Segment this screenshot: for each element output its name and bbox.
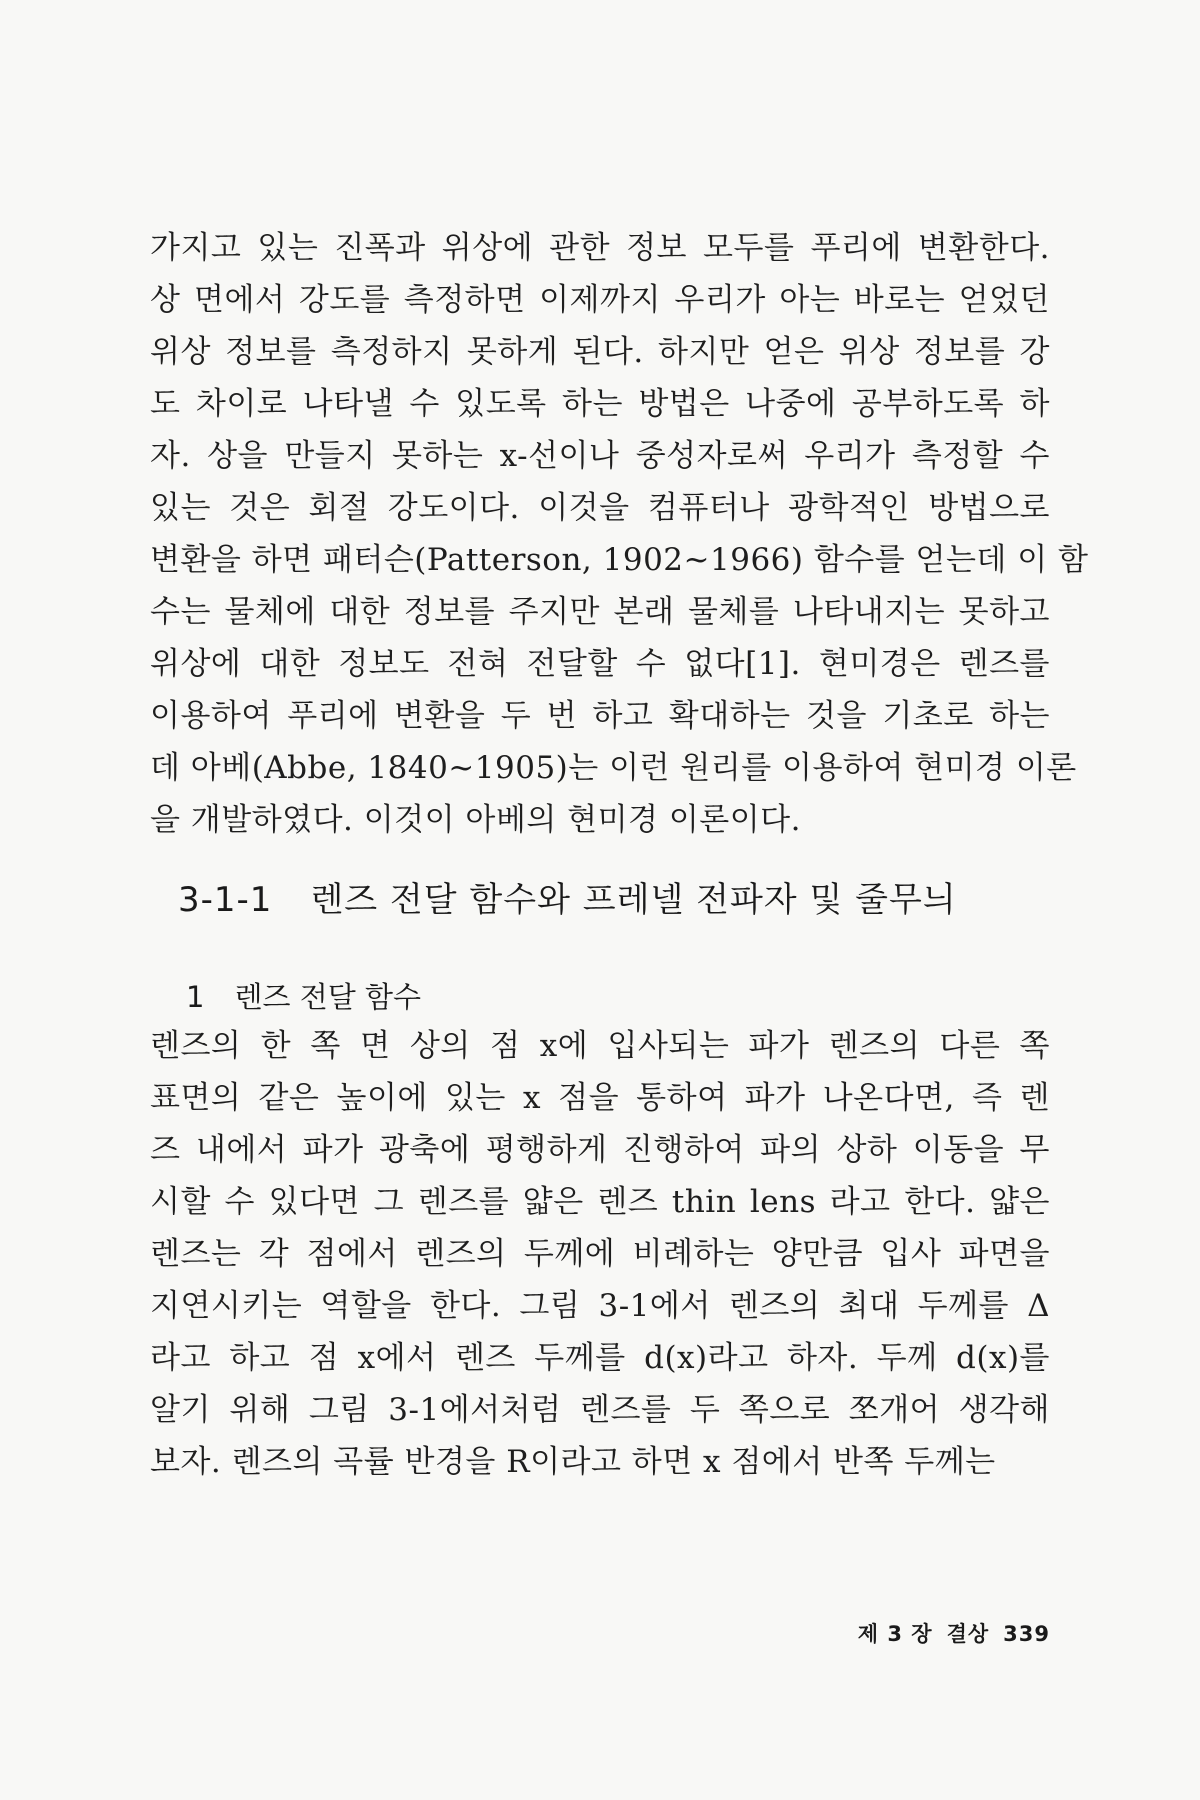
text-line: 가지고 있는 진폭과 위상에 관한 정보 모두를 푸리에 변환한다. — [150, 230, 1050, 266]
subsection-number: 1 — [186, 980, 205, 1014]
text-line: 표면의 같은 높이에 있는 x 점을 통하여 파가 나온다면, 즉 렌 — [150, 1080, 1050, 1116]
text-line: 변환을 하면 패터슨(Patterson, 1902~1966) 함수를 얻는데 이 함 — [150, 542, 1089, 578]
text-line: 이용하여 푸리에 변환을 두 번 하고 확대하는 것을 기초로 하는 — [150, 698, 1050, 734]
body-paragraph-2 — [150, 1020, 1050, 1488]
text-line: 즈 내에서 파가 광축에 평행하게 진행하여 파의 상하 이동을 무 — [150, 1132, 1050, 1168]
section-heading — [178, 872, 957, 921]
body-paragraph-1 — [150, 222, 1089, 846]
text-line: 있는 것은 회절 강도이다. 이것을 컴퓨터나 광학적인 방법으로 — [150, 490, 1050, 526]
page-number: 339 — [1003, 1622, 1050, 1646]
text-line: 상 면에서 강도를 측정하면 이제까지 우리가 아는 바로는 얻었던 — [150, 282, 1050, 318]
text-line: 위상 정보를 측정하지 못하게 된다. 하지만 얻은 위상 정보를 강 — [150, 334, 1050, 370]
text-line: 알기 위해 그림 3-1에서처럼 렌즈를 두 쪽으로 쪼개어 생각해 — [150, 1392, 1050, 1428]
subsection-title: 렌즈 전달 함수 — [234, 980, 421, 1014]
text-line: 렌즈의 한 쪽 면 상의 점 x에 입사되는 파가 렌즈의 다른 쪽 — [150, 1028, 1050, 1064]
text-line: 지연시키는 역할을 한다. 그림 3-1에서 렌즈의 최대 두께를 Δ — [150, 1288, 1050, 1324]
text-line: 렌즈는 각 점에서 렌즈의 두께에 비례하는 양만큼 입사 파면을 — [150, 1236, 1050, 1272]
text-line: 보자. 렌즈의 곡률 반경을 R이라고 하면 x 점에서 반쪽 두께는 — [150, 1444, 996, 1480]
text-line: 자. 상을 만들지 못하는 x-선이나 중성자로써 우리가 측정할 수 — [150, 438, 1050, 474]
text-line: 시할 수 있다면 그 렌즈를 얇은 렌즈 thin lens 라고 한다. 얇은 — [150, 1184, 1050, 1220]
section-number: 3-1-1 — [178, 880, 273, 920]
text-line: 수는 물체에 대한 정보를 주지만 본래 물체를 나타내지는 못하고 — [150, 594, 1050, 630]
text-line: 데 아베(Abbe, 1840~1905)는 이런 원리를 이용하여 현미경 이론 — [150, 750, 1077, 786]
text-line: 을 개발하였다. 이것이 아베의 현미경 이론이다. — [150, 802, 801, 838]
subsection-heading — [186, 975, 421, 1016]
section-title: 렌즈 전달 함수와 프레넬 전파자 및 줄무늬 — [310, 880, 957, 920]
page-footer — [844, 1618, 1050, 1648]
text-line: 라고 하고 점 x에서 렌즈 두께를 d(x)라고 하자. 두께 d(x)를 — [150, 1340, 1050, 1376]
text-line: 위상에 대한 정보도 전혀 전달할 수 없다[1]. 현미경은 렌즈를 — [150, 646, 1050, 682]
text-line: 도 차이로 나타낼 수 있도록 하는 방법은 나중에 공부하도록 하 — [150, 386, 1050, 422]
chapter-label: 제 3 장 — [857, 1622, 933, 1646]
chapter-title: 결상 — [946, 1622, 990, 1646]
